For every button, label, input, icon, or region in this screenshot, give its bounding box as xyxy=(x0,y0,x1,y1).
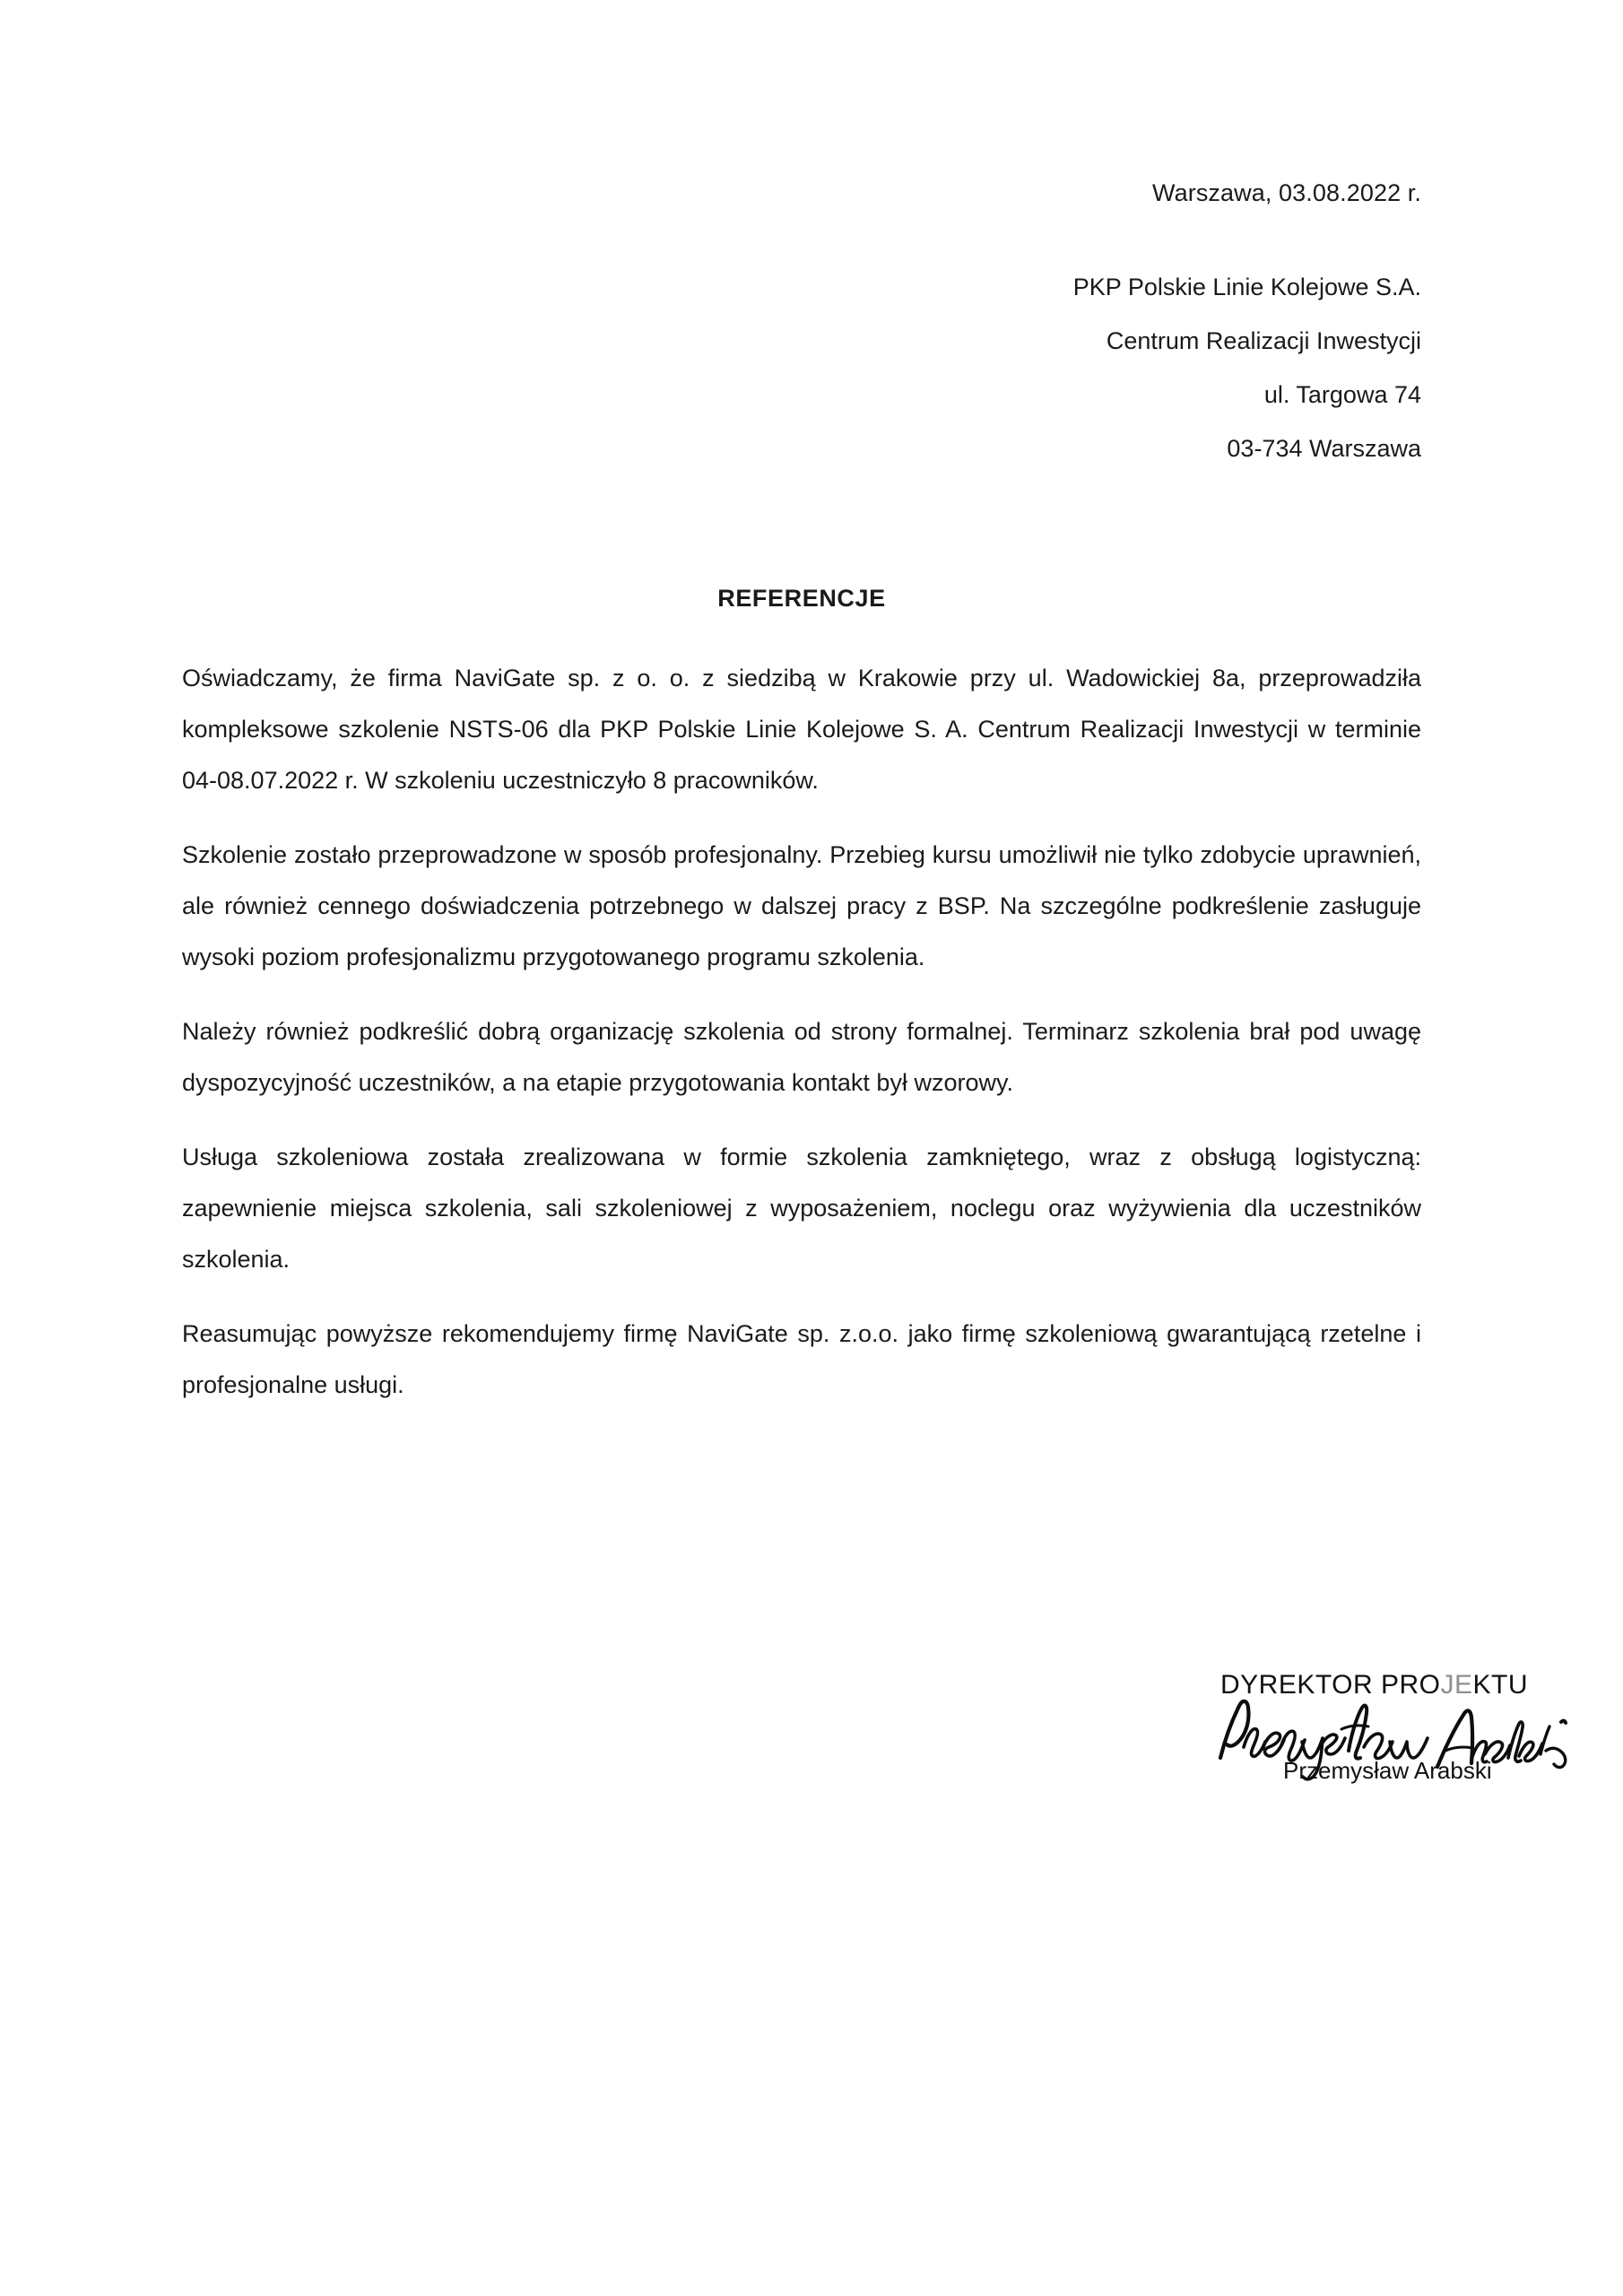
recipient-address-line: PKP Polskie Linie Kolejowe S.A. xyxy=(1072,274,1421,300)
signature-block xyxy=(1043,1670,1599,1849)
recipient-address-line: Centrum Realizacji Inwestycji xyxy=(1106,327,1421,354)
signature-printed-name: Przemysław Arabski xyxy=(1283,1757,1492,1784)
body-paragraph: Szkolenie zostało przeprowadzone w sposób profesjonalny. Przebieg kursu umożliwił nie tylko zdobycie uprawnień, ale również cennego doświadczenia potrzebnego w dalszej pracy z BSP. Na szczególne podkreślenie zasługuje wysoki poziom profesjonalizmu przygotowanego programu szkolenia. xyxy=(182,841,1421,970)
recipient-address-line: ul. Targowa 74 xyxy=(1263,381,1421,408)
document-body xyxy=(182,653,1421,1434)
document-content xyxy=(182,0,1529,2296)
body-paragraph: Reasumując powyższe rekomendujemy firmę NaviGate sp. z.o.o. jako firmę szkoleniową gwarantującą rzetelne i profesjonalne usługi. xyxy=(182,1320,1421,1398)
body-paragraph: Oświadczamy, że firma NaviGate sp. z o. o. z siedzibą w Krakowie przy ul. Wadowickiej 8a, przeprowadziła kompleksowe szkolenie NSTS-06 dla PKP Polskie Linie Kolejowe S. A. Centrum Realizacji Inwestycji w terminie 04-08.07.2022 r. W szkoleniu uczestniczyło 8 pracowników. xyxy=(182,665,1421,794)
stamp-title-faded-part: JE xyxy=(1440,1670,1473,1700)
document-date: Warszawa, 03.08.2022 r. xyxy=(1152,179,1421,206)
signature-stamp-title xyxy=(1220,1670,1528,1700)
stamp-title-tail-part: KTU xyxy=(1472,1670,1529,1700)
recipient-address-line: 03-734 Warszawa xyxy=(1227,435,1421,462)
document-title: REFERENCJE xyxy=(717,585,886,612)
recipient-address-block xyxy=(182,260,1421,475)
stamp-title-visible-part: DYREKTOR PRO xyxy=(1220,1670,1441,1700)
body-paragraph: Należy również podkreślić dobrą organizację szkolenia od strony formalnej. Terminarz szkolenia brał pod uwagę dyspozycyjność uczestników, a na etapie przygotowania kontakt był wzorowy. xyxy=(182,1018,1421,1096)
body-paragraph: Usługa szkoleniowa została zrealizowana w formie szkolenia zamkniętego, wraz z obsługą logistyczną: zapewnienie miejsca szkolenia, sali szkoleniowej z wyposażeniem, noclegu oraz wyżywienia dla uczestników szkolenia. xyxy=(182,1144,1421,1273)
